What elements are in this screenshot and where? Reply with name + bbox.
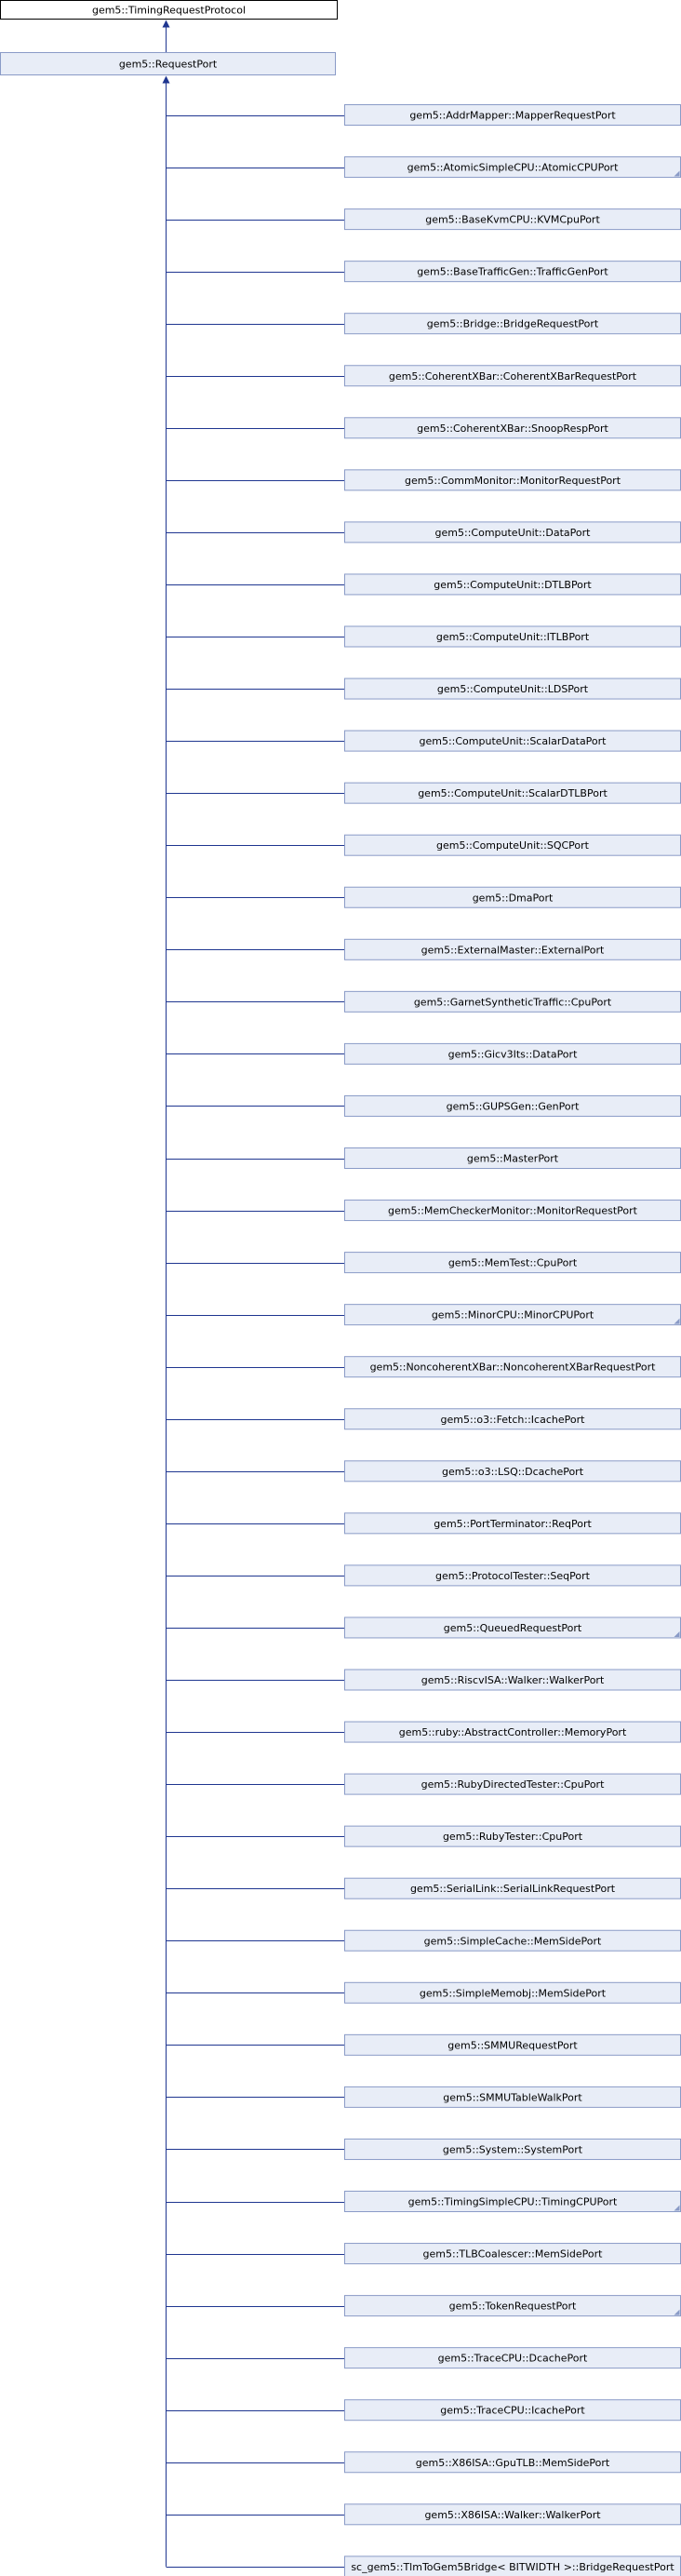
derived-class-label: gem5::X86ISA::Walker::WalkerPort: [424, 2508, 601, 2521]
edge-arrowhead-parent: [163, 76, 170, 84]
derived-class-label: gem5::GarnetSyntheticTraffic::CpuPort: [413, 996, 612, 1009]
derived-class-node[interactable]: [345, 105, 681, 126]
derived-class-label: gem5::o3::LSQ::DcachePort: [441, 1465, 584, 1478]
derived-class-node[interactable]: [345, 1565, 681, 1586]
parent-class-node[interactable]: [1, 53, 336, 75]
derived-class-node[interactable]: [345, 2139, 681, 2159]
derived-class-node[interactable]: [345, 1878, 681, 1898]
derived-class-node[interactable]: [345, 418, 681, 438]
derived-class-label: gem5::PortTerminator::ReqPort: [434, 1517, 592, 1530]
derived-class-node[interactable]: [345, 2192, 681, 2212]
derived-class-node[interactable]: [345, 1409, 681, 1429]
derived-class-label: gem5::SMMUTableWalkPort: [443, 2091, 582, 2104]
parent-class-label: gem5::RequestPort: [118, 58, 218, 71]
derived-class-label: gem5::NoncoherentXBar::NoncoherentXBarRequestPort: [369, 1361, 656, 1374]
derived-class-label: gem5::X86ISA::GpuTLB::MemSidePort: [415, 2456, 610, 2469]
derived-class-label: gem5::GUPSGen::GenPort: [446, 1100, 580, 1113]
root-class-label: gem5::TimingRequestProtocol: [91, 4, 247, 17]
derived-class-label: gem5::MasterPort: [466, 1152, 559, 1165]
derived-class-label: gem5::ComputeUnit::SQCPort: [436, 839, 589, 852]
derived-class-label: sc_gem5::TlmToGem5Bridge< BITWIDTH >::BridgeRequestPort: [351, 2560, 674, 2573]
derived-class-node[interactable]: [345, 366, 681, 386]
derived-class-node[interactable]: [345, 887, 681, 907]
derived-class-node[interactable]: [345, 678, 681, 699]
derived-class-label: gem5::RiscvISA::Walker::WalkerPort: [421, 1674, 605, 1686]
derived-class-label: gem5::ComputeUnit::DTLBPort: [434, 578, 592, 591]
derived-class-label: gem5::SerialLink::SerialLinkRequestPort: [409, 1883, 616, 1896]
derived-class-node[interactable]: [345, 1617, 681, 1638]
derived-class-node[interactable]: [345, 1826, 681, 1846]
derived-class-node[interactable]: [345, 783, 681, 803]
derived-class-node[interactable]: [345, 262, 681, 282]
derived-class-node[interactable]: [345, 1930, 681, 1951]
derived-class-node[interactable]: [345, 522, 681, 543]
derived-class-node[interactable]: [345, 2556, 681, 2576]
derived-class-label: gem5::o3::Fetch::IcachePort: [440, 1413, 585, 1426]
derived-class-node[interactable]: [345, 835, 681, 855]
derived-class-label: gem5::TLBCoalescer::MemSidePort: [422, 2247, 603, 2261]
derived-class-node[interactable]: [345, 1513, 681, 1534]
derived-class-node[interactable]: [345, 1670, 681, 1690]
derived-class-label: gem5::ComputeUnit::LDSPort: [436, 683, 589, 696]
derived-class-node[interactable]: [345, 2452, 681, 2473]
derived-class-node[interactable]: [345, 939, 681, 959]
edge-arrowhead-root: [163, 20, 170, 28]
derived-class-node[interactable]: [345, 1148, 681, 1169]
derived-class-label: gem5::SimpleMemobj::MemSidePort: [419, 1987, 607, 2000]
derived-class-label: gem5::MemTest::CpuPort: [447, 1256, 578, 1269]
derived-class-node[interactable]: [345, 731, 681, 751]
derived-class-label: gem5::TokenRequestPort: [448, 2300, 577, 2313]
derived-class-node[interactable]: [345, 157, 681, 178]
derived-class-node[interactable]: [345, 991, 681, 1012]
root-class-node[interactable]: [1, 1, 338, 20]
derived-class-label: gem5::SimpleCache::MemSidePort: [423, 1935, 602, 1948]
derived-class-label: gem5::ruby::AbstractController::MemoryPort: [398, 1726, 627, 1739]
derived-class-label: gem5::CommMonitor::MonitorRequestPort: [404, 474, 621, 487]
derived-class-label: gem5::DmaPort: [472, 892, 554, 905]
derived-class-label: gem5::CoherentXBar::SnoopRespPort: [417, 422, 608, 435]
derived-class-node[interactable]: [345, 1201, 681, 1221]
derived-class-label: gem5::AtomicSimpleCPU::AtomicCPUPort: [407, 161, 619, 174]
derived-class-label: gem5::TraceCPU::IcachePort: [440, 2404, 585, 2417]
derived-class-label: gem5::MinorCPU::MinorCPUPort: [431, 1308, 594, 1322]
derived-class-node[interactable]: [345, 2244, 681, 2264]
derived-class-node[interactable]: [345, 1357, 681, 1377]
derived-class-label: gem5::AddrMapper::MapperRequestPort: [409, 109, 616, 122]
inheritance-edges: [163, 20, 345, 2568]
derived-class-label: gem5::TimingSimpleCPU::TimingCPUPort: [407, 2195, 618, 2208]
derived-class-node[interactable]: [345, 2034, 681, 2055]
derived-class-label: gem5::CoherentXBar::CoherentXBarRequestPort: [388, 369, 637, 382]
derived-class-label: gem5::ComputeUnit::ScalarDataPort: [419, 735, 607, 748]
derived-class-node[interactable]: [345, 209, 681, 230]
derived-class-node[interactable]: [345, 2296, 681, 2316]
derived-class-node[interactable]: [345, 1043, 681, 1064]
derived-class-node[interactable]: [345, 574, 681, 595]
derived-class-label: gem5::BaseKvmCPU::KVMCpuPort: [425, 213, 600, 226]
derived-class-label: gem5::Gicv3Its::DataPort: [447, 1048, 578, 1061]
derived-class-node[interactable]: [345, 2348, 681, 2368]
derived-class-node[interactable]: [345, 2400, 681, 2421]
derived-class-label: gem5::System::SystemPort: [442, 2143, 583, 2156]
derived-class-label: gem5::QueuedRequestPort: [443, 1621, 582, 1634]
derived-class-label: gem5::RubyDirectedTester::CpuPort: [421, 1778, 605, 1791]
derived-class-node[interactable]: [345, 1461, 681, 1482]
derived-class-label: gem5::ProtocolTester::SeqPort: [435, 1569, 590, 1582]
derived-class-label: gem5::RubyTester::CpuPort: [442, 1831, 583, 1844]
derived-class-label: gem5::MemCheckerMonitor::MonitorRequestPort: [388, 1204, 637, 1217]
derived-class-node[interactable]: [345, 1095, 681, 1116]
derived-class-label: gem5::BaseTrafficGen::TrafficGenPort: [417, 265, 608, 278]
derived-classes: [345, 105, 681, 2576]
derived-class-node[interactable]: [345, 1774, 681, 1794]
derived-class-node[interactable]: [345, 2504, 681, 2525]
derived-class-node[interactable]: [345, 1253, 681, 1273]
derived-class-node[interactable]: [345, 626, 681, 647]
derived-class-node[interactable]: [345, 1305, 681, 1325]
derived-class-label: gem5::TraceCPU::DcachePort: [437, 2352, 588, 2365]
derived-class-label: gem5::ComputeUnit::ScalarDTLBPort: [418, 787, 608, 800]
derived-class-node[interactable]: [345, 2086, 681, 2107]
derived-class-label: gem5::ComputeUnit::ITLBPort: [435, 631, 590, 643]
derived-class-node[interactable]: [345, 1722, 681, 1742]
derived-class-label: gem5::Bridge::BridgeRequestPort: [426, 317, 599, 330]
derived-class-node[interactable]: [345, 1982, 681, 2003]
derived-class-label: gem5::SMMURequestPort: [447, 2039, 578, 2052]
derived-class-node[interactable]: [345, 470, 681, 490]
derived-class-label: gem5::ComputeUnit::DataPort: [434, 526, 591, 539]
derived-class-label: gem5::ExternalMaster::ExternalPort: [421, 944, 605, 957]
derived-class-node[interactable]: [345, 314, 681, 334]
